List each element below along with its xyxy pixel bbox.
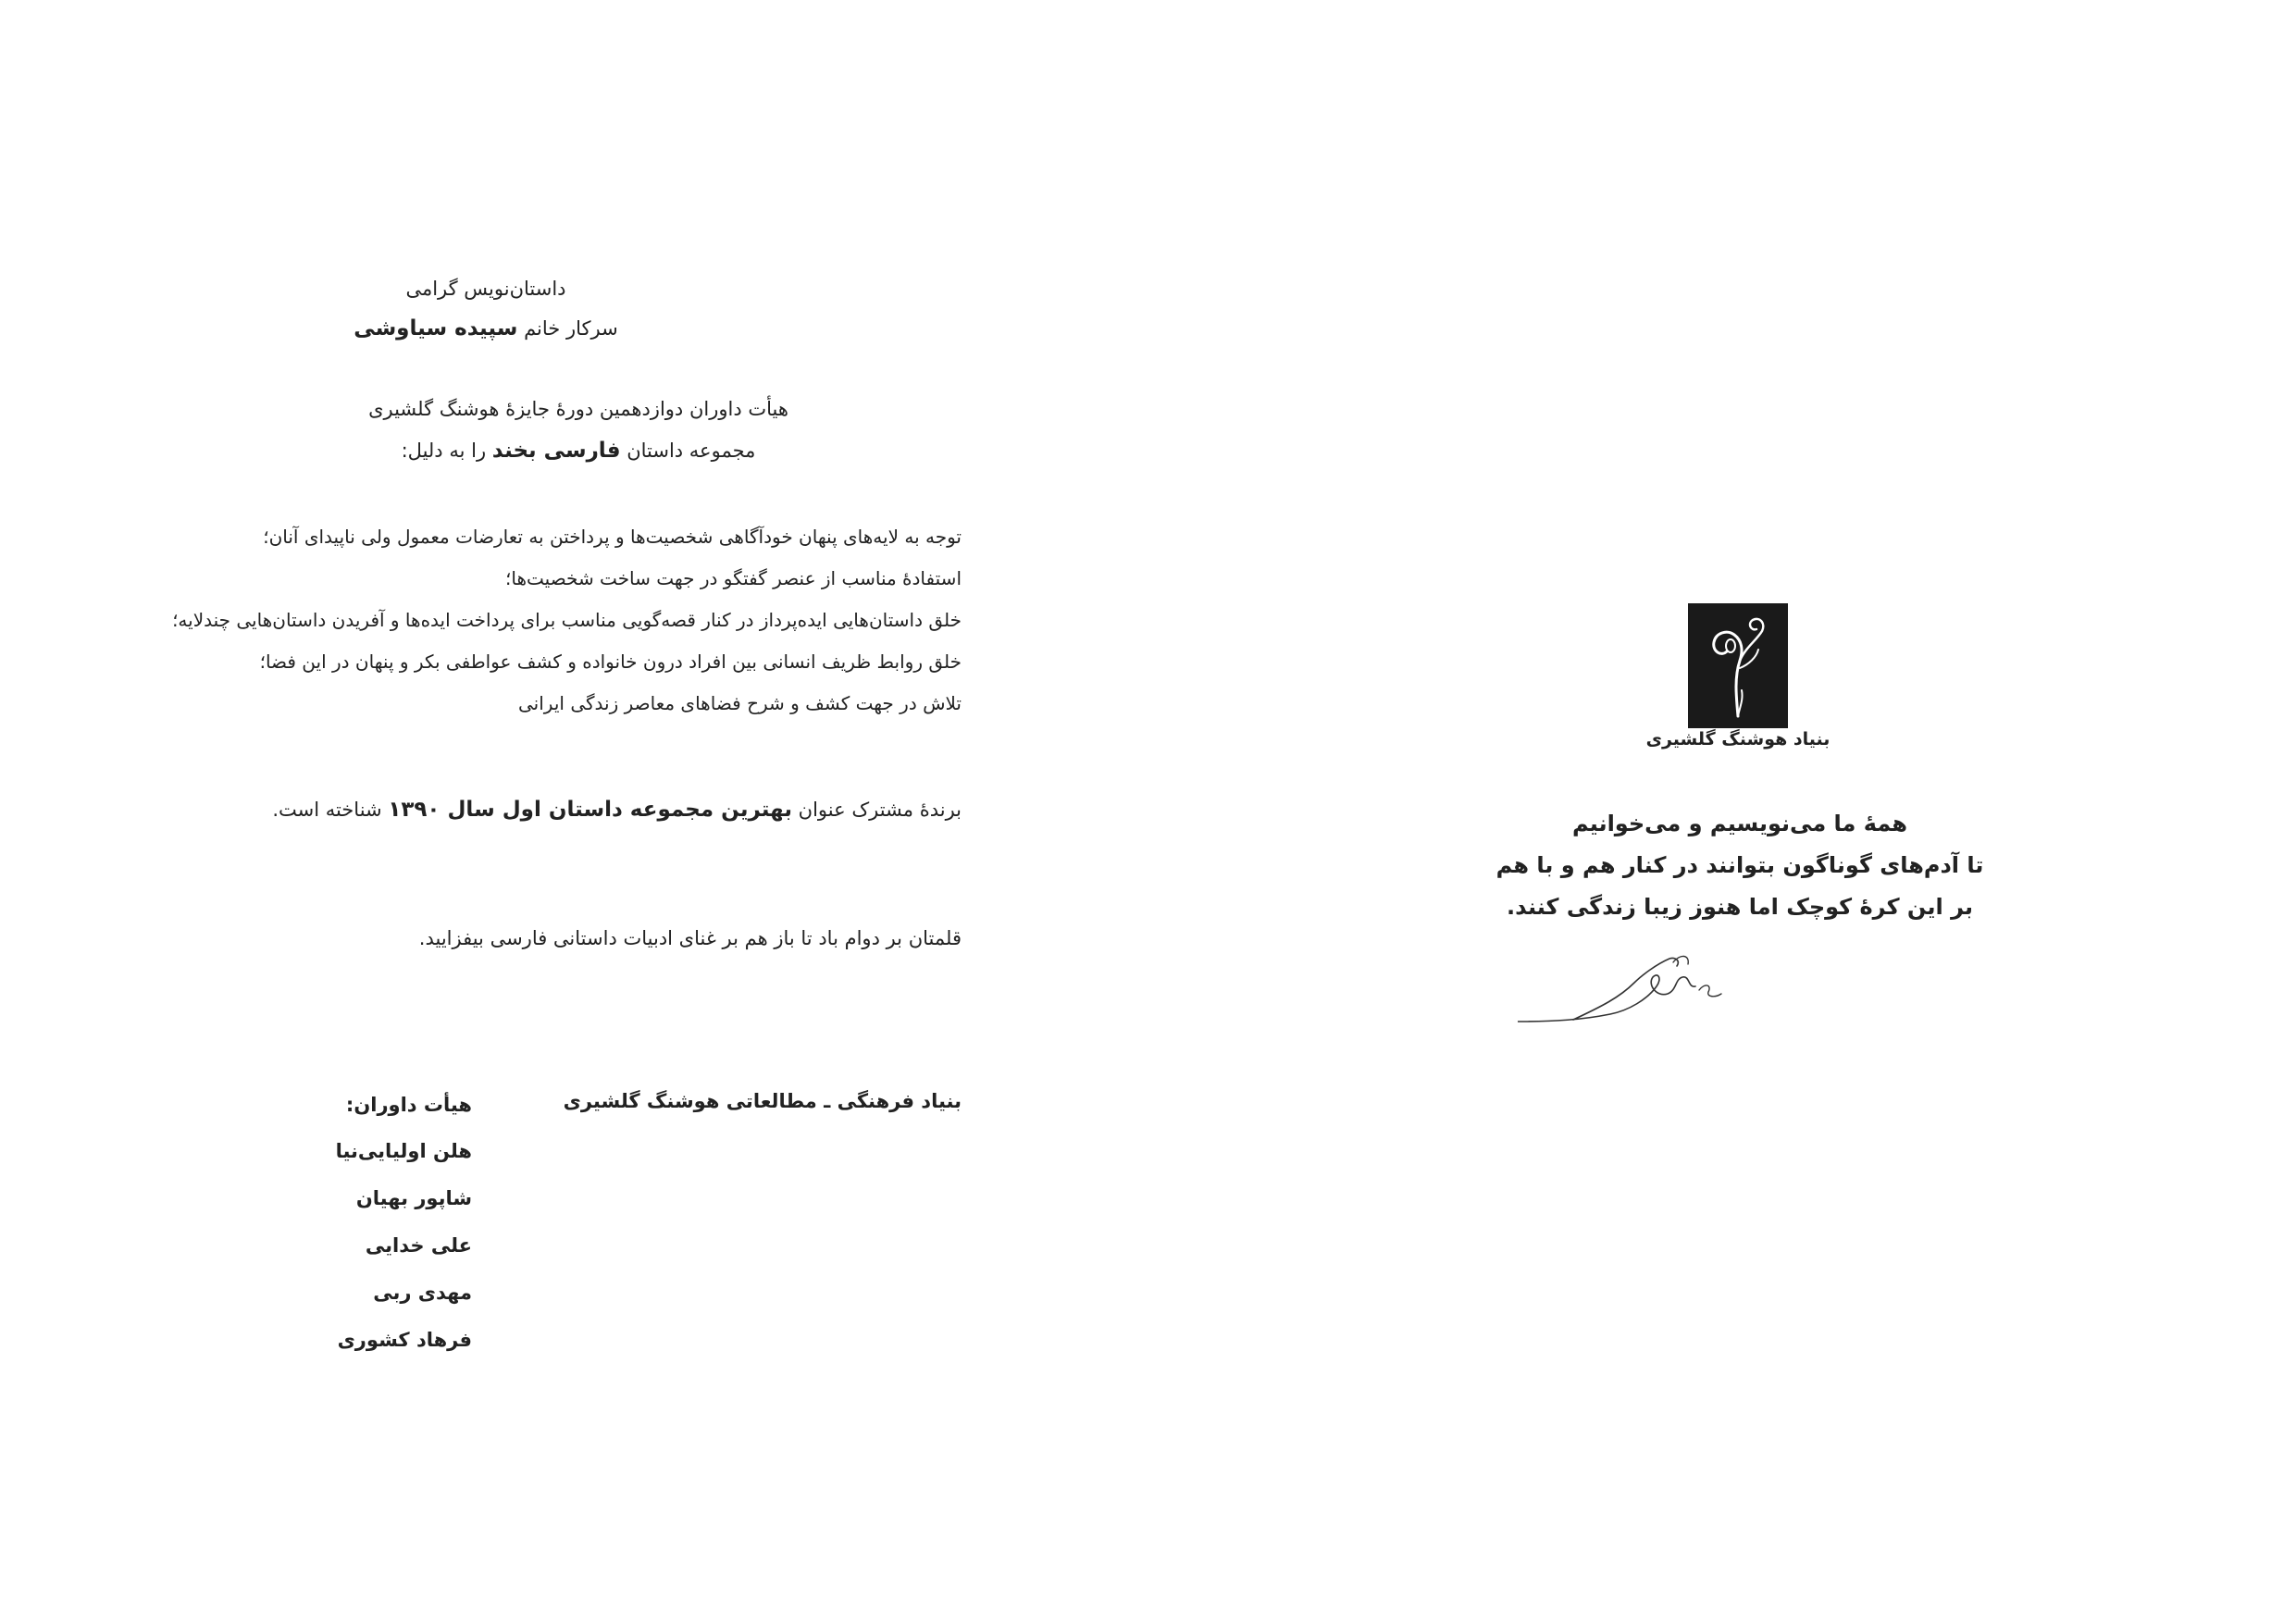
jury-member: شاپور بهیان	[355, 1187, 472, 1209]
jury-member: هلن اولیایی‌نیا	[335, 1140, 472, 1162]
reason-item: تلاش در جهت کشف و شرح فضاهای معاصر زندگی ایرانی	[518, 692, 962, 714]
motto	[1481, 803, 1999, 928]
jury-title: هیأت داوران:	[345, 1094, 472, 1116]
collection-line	[278, 439, 879, 463]
greeting-salutation: داستان‌نویس گرامی	[405, 278, 566, 300]
foundation-logo-icon	[1688, 603, 1788, 728]
reason-item: خلق روابط ظریف انسانی بین افراد درون خانواده و کشف عواطفی بکر و پنهان در این فضا؛	[259, 650, 962, 673]
closing-wish: قلمتان بر دوام باد تا باز هم بر غنای ادبیات داستانی فارسی بیفزایید.	[418, 927, 962, 949]
award-title: بهترین مجموعه داستان اول سال ۱۳۹۰	[388, 798, 792, 822]
motto-line: همهٔ ما می‌نویسیم و می‌خوانیم	[1571, 811, 1908, 836]
collection-suffix: را به دلیل:	[401, 440, 487, 462]
reasons-list	[129, 516, 962, 725]
winner-suffix: شناخته است.	[272, 799, 382, 821]
reason-item: خلق داستان‌هایی ایده‌پرداز در کنار قصه‌گویی مناسب برای پرداخت ایده‌ها و آفریدن داستان‌هایی چندلایه؛	[172, 609, 962, 631]
recipient-name: سپیده سیاوشی	[354, 316, 518, 341]
collection-title: فارسی بخند	[491, 439, 621, 463]
foundation-signoff: بنیاد فرهنگی ـ مطالعاتی هوشنگ گلشیری	[563, 1090, 962, 1112]
signature-icon	[1518, 946, 1758, 1029]
collection-prefix: مجموعه داستان	[627, 440, 756, 462]
recipient-prefix: سرکار خانم	[524, 317, 618, 340]
reason-item: استفادهٔ مناسب از عنصر گفتگو در جهت ساخت شخصیت‌ها؛	[505, 567, 962, 589]
jury-member: علی خدایی	[365, 1234, 472, 1257]
jury-intro-line: هیأت داوران دوازدهمین دورهٔ جایزهٔ هوشنگ گلشیری	[368, 398, 788, 420]
jury-members-block	[231, 1088, 472, 1370]
jury-member: فرهاد کشوری	[337, 1329, 472, 1351]
jury-member: مهدی ربی	[373, 1282, 472, 1304]
winner-statement	[129, 798, 962, 822]
motto-line: بر این کرهٔ کوچک اما هنوز زیبا زندگی کنند.	[1506, 894, 1974, 920]
motto-line: تا آدم‌های گوناگون بتوانند در کنار هم و با هم	[1496, 852, 1984, 878]
foundation-page	[1148, 0, 2295, 1623]
reason-item: توجه به لایه‌های پنهان خودآگاهی شخصیت‌ها و پرداختن به تعارضات معمول ولی ناپیدای آنان؛	[263, 526, 962, 548]
winner-prefix: برندهٔ مشترک عنوان	[798, 799, 962, 821]
logo-caption: بنیاد هوشنگ گلشیری	[1645, 729, 1831, 750]
greeting-recipient	[278, 316, 694, 341]
